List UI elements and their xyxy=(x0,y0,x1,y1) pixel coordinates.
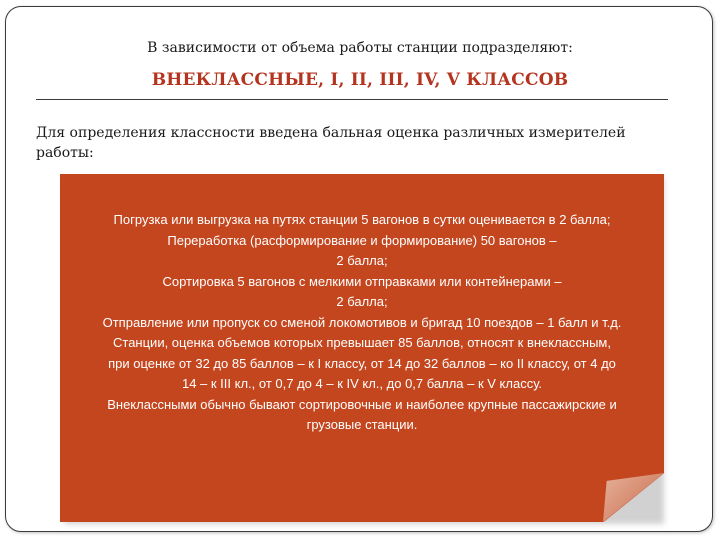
note-line-typical: Внеклассными обычно бывают сортировочные и наиболее крупные пассажирские и xyxy=(107,396,617,412)
note-line-processing-score: 2 балла; xyxy=(336,253,388,268)
note-line-loading: Погрузка или выгрузка на путях станции 5 вагонов в сутки оценивается в 2 балла; xyxy=(113,212,611,227)
lead-paragraph: Для определения классности введена бальная оценка различных измерителей работы: xyxy=(36,125,626,161)
note-line-sorting-score: 2 балла; xyxy=(336,294,388,309)
note-line-dispatch: Отправление или пропуск со сменой локомотивов и бригад 10 поездов – 1 балл и т.д. xyxy=(102,314,622,330)
note-line-processing: Переработка (расформирование и формирование) 50 вагонов – xyxy=(167,232,557,248)
note-line-class-ranges-cont: 14 – к III кл., от 0,7 до 4 – к IV кл., до 0,7 балла – к V классу. xyxy=(181,376,543,391)
note-line-outclass: Станции, оценка объемов которых превышает 85 баллов, относят к внеклассным, xyxy=(113,335,611,350)
heading-divider xyxy=(36,99,668,100)
note-line-sorting: Сортировка 5 вагонов с мелкими отправками или контейнерами – xyxy=(162,273,562,289)
note-line-class-ranges: при оценке от 32 до 85 баллов – к I классу, от 14 до 32 баллов – ко II классу, от 4 до xyxy=(108,355,616,371)
note-line-typical-cont: грузовые станции. xyxy=(306,417,418,432)
note-card-text xyxy=(64,210,660,436)
intro-text: В зависимости от объема работы станции подразделяют: xyxy=(147,40,573,56)
station-classes-heading: ВНЕКЛАССНЫЕ, I, II, III, IV, V КЛАССОВ xyxy=(151,70,569,90)
